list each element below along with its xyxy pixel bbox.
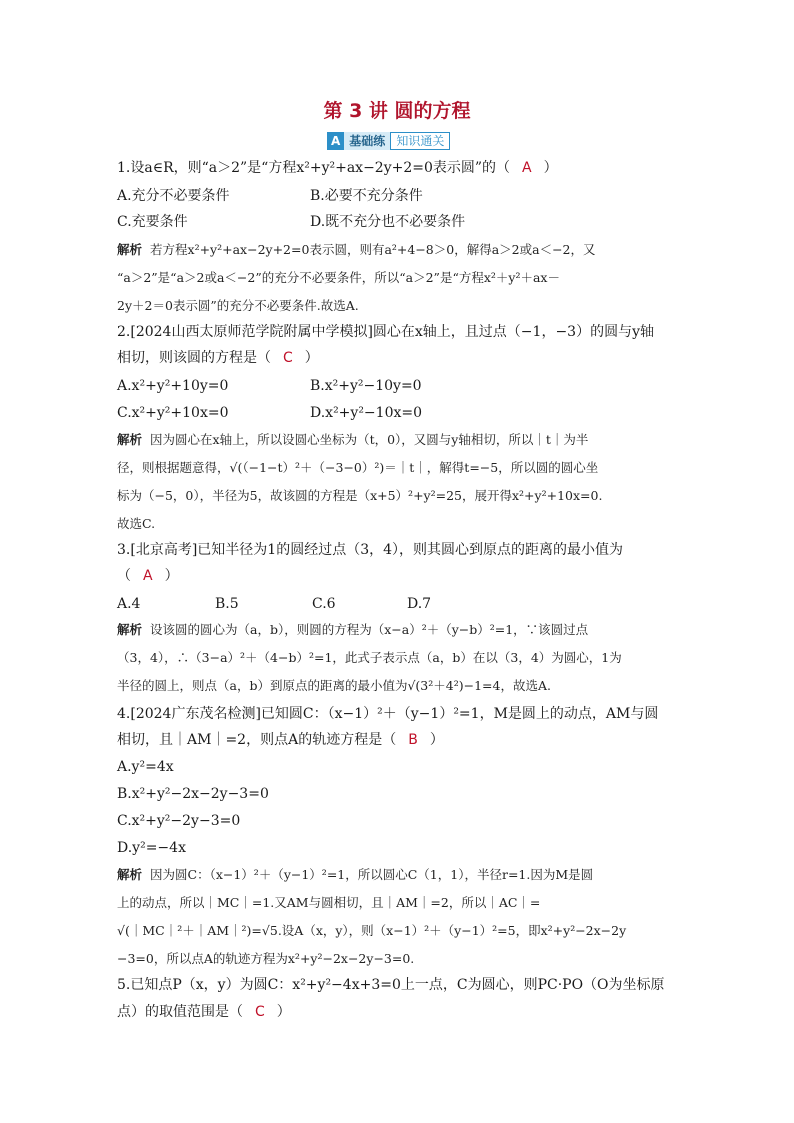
badge-letter: A [327,132,344,150]
q3-stem-line-2 [117,566,179,586]
q1-stem-text: 1.设a∈R，则“a＞2”是“方程x²+y²+ax−2y+2=0表示圆”的（ [117,160,511,176]
q3-option-c: C.6 [312,596,336,612]
q3-option-a: A.4 [117,596,141,612]
q2-option-a: A.x²+y²+10y=0 [117,378,229,394]
section-badge [327,132,450,150]
q1-answer: A [522,160,532,176]
q3-stem-end: ） [164,568,179,584]
page-title: 第 3 讲 圆的方程 [323,100,471,122]
q1-solution-line-3: 2y＋2＝0表示圆”的充分不必要条件.故选A. [117,298,359,313]
q3-solution-label: 解析 [117,622,143,637]
q2-solution-line-3: 标为（−5，0），半径为5，故该圆的方程是（x+5）²+y²=25，展开得x²+y²+10x=0. [117,488,603,503]
q5-stem-end: ） [276,1004,291,1020]
q5-answer: C [255,1004,265,1020]
q4-option-a: A.y²=4x [117,759,174,775]
q3-solution-text-1: 设该圆的圆心为（a，b），则圆的方程为（x−a）²＋（y−b）²=1，∵该圆过点 [150,622,589,637]
q4-option-b: B.x²+y²−2x−2y−3=0 [117,786,269,802]
q1-option-a: A.充分不必要条件 [117,188,230,204]
q3-stem-line-1: 3.[北京高考]已知半径为1的圆经过点（3，4），则其圆心到原点的距离的最小值为 [117,542,624,558]
q2-option-d: D.x²+y²−10x=0 [310,405,423,421]
q4-stem-text: 相切，且｜AM｜=2，则点A的轨迹方程是（ [117,732,397,748]
q4-option-c: C.x²+y²−2y−3=0 [117,813,241,829]
q2-stem-text: 相切，则该圆的方程是（ [117,350,271,366]
q2-solution-text-1: 因为圆心在x轴上，所以设圆心坐标为（t，0），又圆与y轴相切，所以｜t｜为半 [150,432,589,447]
q3-solution-line-1 [117,620,588,640]
q4-answer: B [408,732,418,748]
q1-solution-label: 解析 [117,242,143,257]
q4-solution-text-1: 因为圆C：（x−1）²＋（y−1）²=1，所以圆心C（1，1），半径r=1.因为M是圆 [150,867,594,882]
q1-option-d: D.既不充分也不必要条件 [310,214,466,230]
badge-topic: 知识通关 [390,132,450,150]
q4-option-d: D.y²=−4x [117,840,186,856]
q4-solution-line-2: 上的动点，所以｜MC｜=1.又AM与圆相切，且｜AM｜=2，所以｜AC｜= [117,895,541,910]
q3-solution-line-3: 半径的圆上，则点（a，b）到原点的距离的最小值为√(3²＋4²)−1=4，故选A. [117,678,551,693]
q2-stem-line-2 [117,348,319,368]
q2-solution-label: 解析 [117,432,143,447]
q3-option-b: B.5 [215,596,239,612]
q5-stem-line-2 [117,1002,291,1022]
q1-stem-end: ） [543,160,558,176]
q1-solution-line-2: “a＞2”是“a＞2或a＜−2”的充分不必要条件，所以“a＞2”是“方程x²＋y²＋ax－ [117,270,560,285]
q1-stem [117,158,558,178]
q5-stem-line-1: 5.已知点P（x，y）为圆C：x²+y²−4x+3=0上一点，C为圆心，则PC·PO（O为坐标原 [117,977,665,993]
q1-solution-text-1: 若方程x²+y²+ax−2y+2=0表示圆，则有a²+4−8＞0，解得a＞2或a＜−2，又 [150,242,596,257]
q2-stem-line-1: 2.[2024山西太原师范学院附属中学模拟]圆心在x轴上，且过点（−1，−3）的圆与y轴 [117,324,654,340]
q1-option-c: C.充要条件 [117,214,188,230]
q3-answer: A [143,568,153,584]
q2-answer: C [283,350,293,366]
q2-option-b: B.x²+y²−10y=0 [310,378,422,394]
q1-solution-line-1 [117,240,596,260]
q4-solution-line-1 [117,865,593,885]
q2-option-c: C.x²+y²+10x=0 [117,405,229,421]
q3-option-d: D.7 [407,596,432,612]
badge-level: 基础练 [344,132,390,150]
q2-solution-line-1 [117,430,588,450]
q4-solution-line-3: √(｜MC｜²＋｜AM｜²)=√5.设A（x，y），则（x−1）²＋（y−1）²=5，即x²+y²−2x−2y [117,923,627,938]
q2-solution-line-2: 径，则根据题意得，√(（−1−t）²＋（−3−0）²)＝｜t｜，解得t=−5，所以圆的圆心坐 [117,460,599,475]
q1-option-b: B.必要不充分条件 [310,188,423,204]
q4-stem-line-2 [117,730,444,750]
q2-solution-line-4: 故选C. [117,516,156,531]
q2-stem-end: ） [304,350,319,366]
q4-stem-end: ） [429,732,444,748]
q3-stem-text: （ [117,568,131,584]
q5-stem-text: 点）的取值范围是（ [117,1004,243,1020]
q4-solution-label: 解析 [117,867,143,882]
q3-solution-line-2: （3，4），∴（3−a）²＋（4−b）²=1，此式子表示点（a，b）在以（3，4）为圆心，1为 [117,650,622,665]
q4-stem-line-1: 4.[2024广东茂名检测]已知圆C：（x−1）²＋（y−1）²=1，M是圆上的动点，AM与圆 [117,706,659,722]
q4-solution-line-4: −3=0，所以点A的轨迹方程为x²+y²−2x−2y−3=0. [117,951,415,966]
